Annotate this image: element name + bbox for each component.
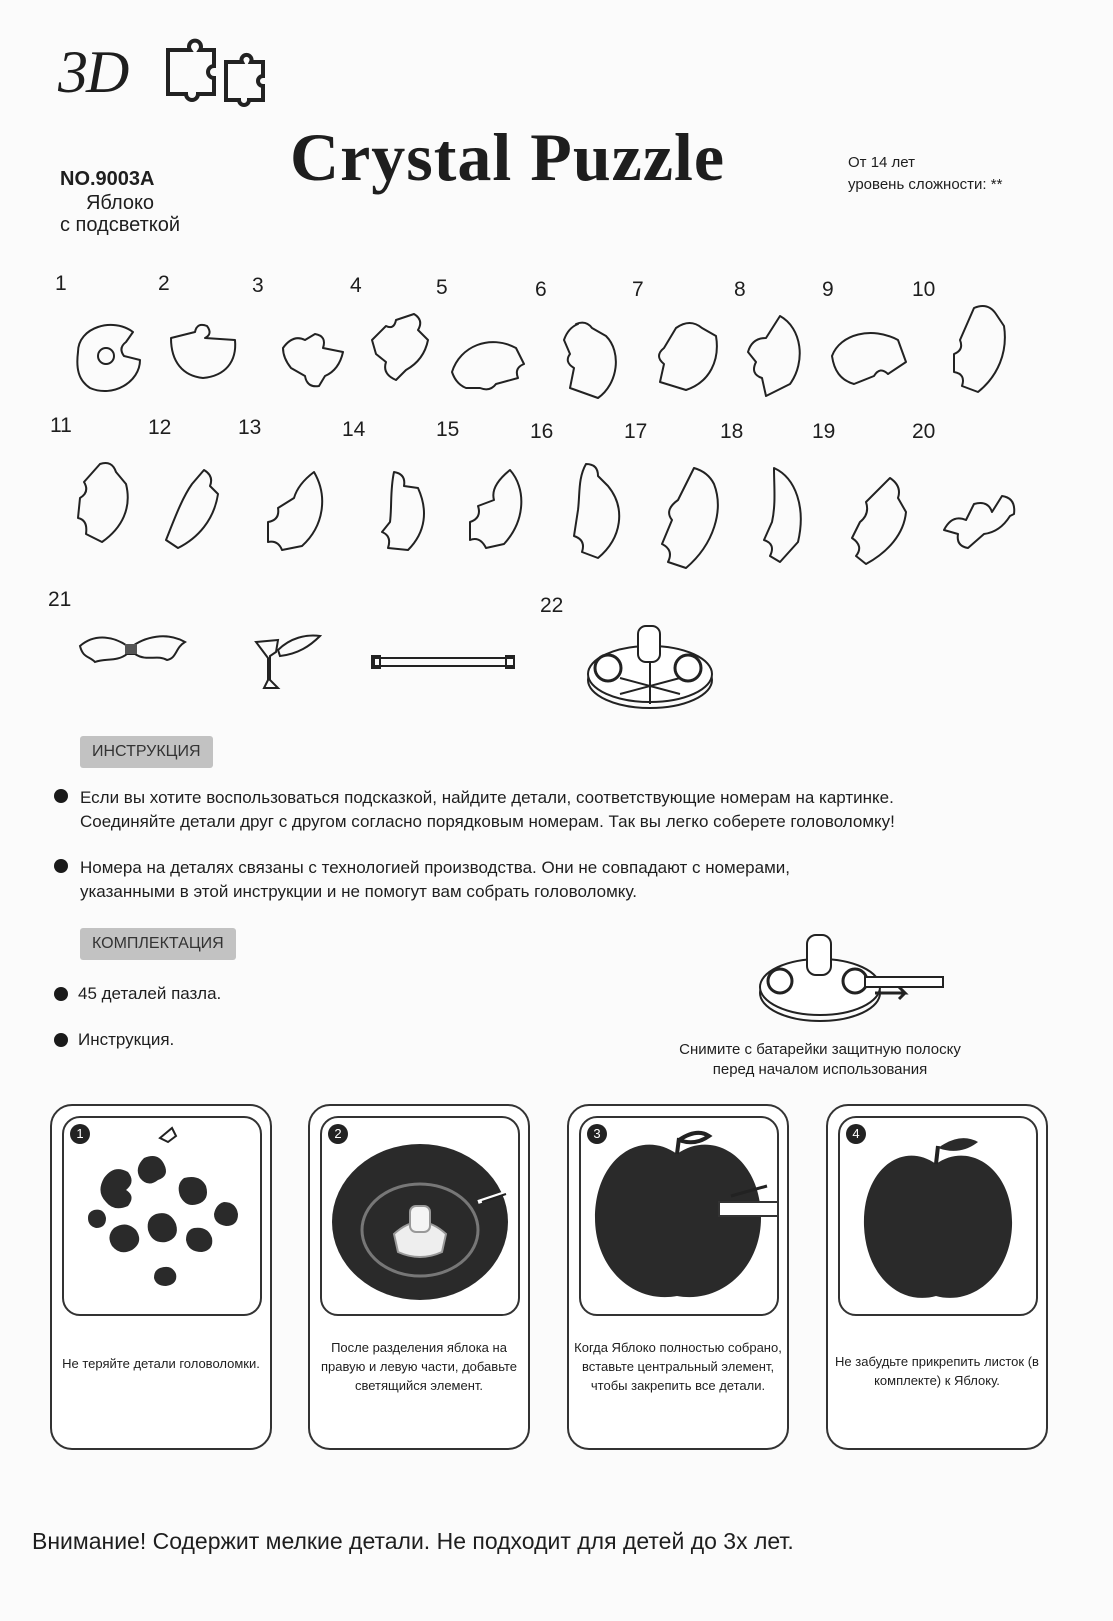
step-image-frame [62,1116,262,1316]
instructions-heading: ИНСТРУКЦИЯ [80,736,213,768]
bullet-dot [54,987,68,1001]
age-text: От 14 лет [848,154,916,171]
piece-number: 2 [158,272,170,295]
contents-heading: КОМПЛЕКТАЦИЯ [80,928,236,960]
puzzle-piece-icon [646,316,736,428]
puzzle-piece-icon [826,322,916,434]
piece-number: 8 [734,278,746,301]
piece-number: 6 [535,278,547,301]
instruction-bullet-1 [80,786,895,834]
contents-item-2: Инструкция. [78,1030,175,1049]
apple-with-leaf-icon [840,1118,1036,1314]
apple-assembled-icon [581,1118,777,1314]
step-panel-1 [50,1104,272,1450]
puzzle-piece-icon [736,312,826,424]
step-image-frame [838,1116,1038,1316]
piece-number: 3 [252,274,264,297]
model-name-line1: Яблоко [85,192,155,214]
step-panel-4 [826,1104,1048,1450]
step-panel-3 [567,1104,789,1450]
difficulty-text: уровень сложности: ** [848,176,1003,193]
puzzle-piece-icon [844,472,934,584]
puzzle-piece-icon [368,466,458,578]
piece-number: 17 [624,420,648,443]
bullet-dot [54,859,68,873]
piece-number: 11 [50,414,72,437]
contents-item-1: 45 деталей пазла. [78,984,222,1003]
step-caption: Когда Яблоко полностью собрано, вставьте центральный элемент, чтобы закрепить все детали. [574,1340,782,1393]
puzzle-piece-icon [944,302,1034,414]
puzzle-piece-icon [752,462,842,574]
puzzle-piece-icon [460,464,550,576]
step-number: 2 [328,1124,348,1144]
step-image-frame [320,1116,520,1316]
instruction-bullet-2-line2: указанными в этой инструкции и не помогут вам собрать головоломку. [80,882,637,901]
piece-number: 1 [55,272,67,295]
step-number: 4 [846,1124,866,1144]
model-name [40,192,200,236]
piece-number: 7 [632,278,644,301]
piece-number: 14 [342,418,366,441]
puzzle-piece-icon [275,322,365,434]
puzzle-piece-icon [654,462,744,574]
puzzle-piece-icon [936,480,1026,592]
piece-number: 12 [148,416,172,439]
step-panel-2 [308,1104,530,1450]
piece-number: 21 [48,588,72,611]
puzzle-piece-icon [552,318,642,430]
logo-text: 3D [58,39,128,105]
step-number: 1 [70,1124,90,1144]
piece-number: 4 [350,274,362,297]
piece-number: 9 [822,278,834,301]
apple-half-icon [322,1118,518,1314]
battery-note-line1: Снимите с батарейки защитную полоску [679,1041,961,1058]
warning-text: Внимание! Содержит мелкие детали. Не подходит для детей до 3х лет. [32,1528,794,1554]
rod-piece-icon [370,652,520,672]
piece-number: 5 [436,276,448,299]
piece-number: 13 [238,416,262,439]
puzzle-piece-icon [158,464,248,576]
age-difficulty [848,152,1002,196]
instruction-bullet-2-line1: Номера на деталях связаны с технологией производства. Они не совпадают с номерами, [80,858,790,877]
puzzle-piece-icon [564,458,654,570]
model-number: NO.9003A [60,168,155,190]
instruction-bullet-1-line2: Соединяйте детали друг с другом согласно порядковым номерам. Так вы легко соберете головоломку! [80,812,895,831]
scattered-pieces-icon [64,1118,260,1314]
stem-piece-icon [250,630,325,692]
bullet-dot [54,1033,68,1047]
piece-number: 10 [912,278,936,301]
model-name-line2: с подсветкой [59,214,181,236]
puzzle-piece-icon [262,466,352,578]
battery-note [640,1040,1000,1080]
piece-number: 15 [436,418,460,441]
step-caption: После разделения яблока на правую и левую части, добавьте светящийся элемент. [321,1340,517,1393]
piece-number: 20 [912,420,936,443]
piece-number: 16 [530,420,554,443]
step-image-frame [579,1116,779,1316]
puzzle-piece-icon [72,458,162,570]
step-caption: Не теряйте детали головоломки. [62,1356,260,1371]
step-caption: Не забудьте прикрепить листок (в комплекте) к Яблоку. [835,1354,1039,1388]
piece-number: 18 [720,420,744,443]
bullet-dot [54,789,68,803]
page-title: Crystal Puzzle [290,119,726,195]
light-base-icon [580,618,730,718]
leaf-piece-icon [75,628,190,673]
piece-number: 19 [812,420,836,443]
puzzle-piece-icon [446,328,536,440]
step-number: 3 [587,1124,607,1144]
battery-strip-icon [755,925,955,1035]
puzzle-piece-icon [362,310,452,422]
puzzle-piece-icon [68,312,158,424]
battery-note-line2: перед началом использования [712,1061,928,1078]
instruction-bullet-1-line1: Если вы хотите воспользоваться подсказкой, найдите детали, соответствующие номерам на картинке. [80,788,894,807]
piece-number: 22 [540,594,564,617]
instruction-bullet-2 [80,856,790,904]
puzzle-piece-icon [165,318,255,430]
